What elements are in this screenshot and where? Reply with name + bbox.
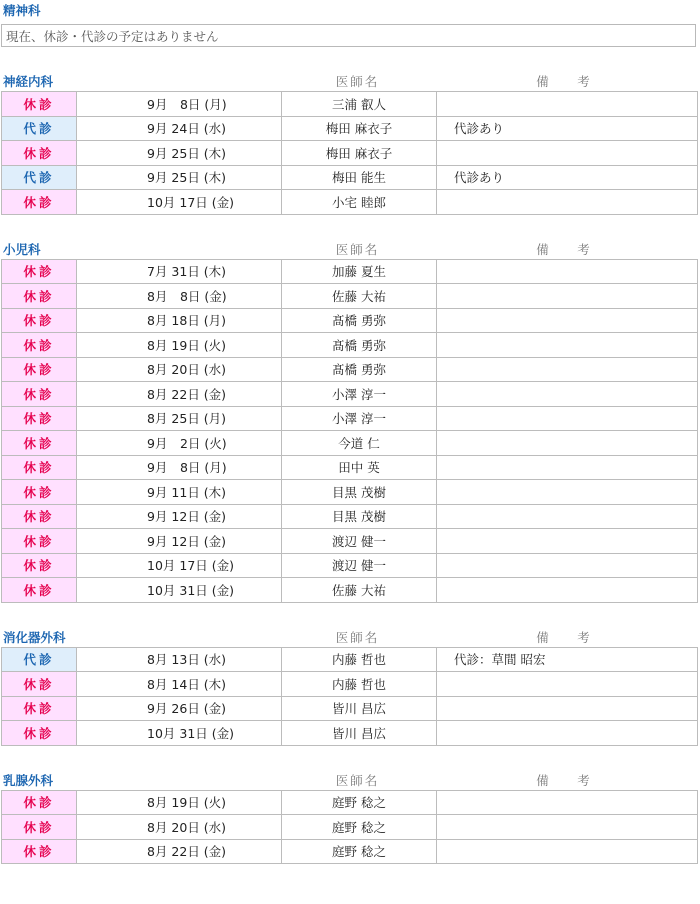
note-cell — [437, 839, 698, 864]
date-cell: 8月 22日 (金) — [77, 382, 282, 407]
note-cell — [437, 284, 698, 309]
table-row — [2, 480, 698, 505]
table-row — [2, 529, 698, 554]
table-row — [2, 504, 698, 529]
section-header — [0, 241, 700, 259]
date-cell: 9月 2日 (火) — [77, 431, 282, 456]
table-row — [2, 357, 698, 382]
note-cell — [437, 529, 698, 554]
note-cell — [437, 721, 698, 746]
doctor-cell: 梅田 麻衣子 — [282, 116, 437, 141]
table-row — [2, 165, 698, 190]
status-badge: 休診 — [2, 406, 77, 431]
dept-title-psychiatry: 精神科 — [3, 3, 41, 18]
status-badge: 休診 — [2, 578, 77, 603]
status-badge: 休診 — [2, 672, 77, 697]
date-cell: 8月 19日 (火) — [77, 790, 282, 815]
doctor-column-header: 医師名 — [335, 629, 380, 645]
schedule-table — [1, 647, 698, 746]
doctor-cell: 内藤 哲也 — [282, 647, 437, 672]
table-row — [2, 647, 698, 672]
date-cell: 9月 12日 (金) — [77, 504, 282, 529]
date-cell: 7月 31日 (木) — [77, 259, 282, 284]
doctor-cell: 田中 英 — [282, 455, 437, 480]
status-badge: 代診 — [2, 116, 77, 141]
note-cell — [437, 382, 698, 407]
note-cell — [437, 480, 698, 505]
status-badge: 代診 — [2, 165, 77, 190]
status-badge: 休診 — [2, 790, 77, 815]
date-cell: 8月 25日 (月) — [77, 406, 282, 431]
note-cell — [437, 259, 698, 284]
date-cell: 8月 8日 (金) — [77, 284, 282, 309]
status-badge: 休診 — [2, 259, 77, 284]
note-cell — [437, 815, 698, 840]
doctor-cell: 佐藤 大祐 — [282, 578, 437, 603]
date-cell: 8月 18日 (月) — [77, 308, 282, 333]
note-cell — [437, 553, 698, 578]
table-row — [2, 553, 698, 578]
table-row — [2, 190, 698, 215]
date-cell: 9月 25日 (木) — [77, 165, 282, 190]
doctor-cell: 小宅 睦郎 — [282, 190, 437, 215]
doctor-column-header: 医師名 — [335, 241, 380, 257]
doctor-cell: 渡辺 健一 — [282, 529, 437, 554]
table-row — [2, 578, 698, 603]
date-cell: 9月 12日 (金) — [77, 529, 282, 554]
status-badge: 休診 — [2, 382, 77, 407]
note-cell — [437, 357, 698, 382]
doctor-cell: 庭野 稔之 — [282, 815, 437, 840]
note-cell: 代診あり — [437, 116, 698, 141]
status-badge: 休診 — [2, 529, 77, 554]
status-badge: 休診 — [2, 815, 77, 840]
doctor-cell: 皆川 昌広 — [282, 721, 437, 746]
date-cell: 10月 17日 (金) — [77, 190, 282, 215]
date-cell: 8月 22日 (金) — [77, 839, 282, 864]
status-badge: 休診 — [2, 190, 77, 215]
note-cell: 代診：草間 昭宏 — [437, 647, 698, 672]
status-badge: 休診 — [2, 308, 77, 333]
table-row — [2, 92, 698, 117]
schedule-table — [1, 790, 698, 865]
schedule-table — [1, 259, 698, 603]
status-badge: 休診 — [2, 333, 77, 358]
table-row — [2, 333, 698, 358]
date-cell: 8月 14日 (木) — [77, 672, 282, 697]
table-row — [2, 455, 698, 480]
table-row — [2, 839, 698, 864]
table-row — [2, 406, 698, 431]
date-cell: 9月 25日 (木) — [77, 141, 282, 166]
doctor-cell: 内藤 哲也 — [282, 672, 437, 697]
dept-title: 乳腺外科 — [3, 772, 54, 788]
status-badge: 休診 — [2, 696, 77, 721]
section-header — [0, 73, 700, 91]
table-row — [2, 672, 698, 697]
date-cell: 8月 20日 (水) — [77, 357, 282, 382]
note-cell — [437, 431, 698, 456]
doctor-cell: 小澤 淳一 — [282, 406, 437, 431]
doctor-cell: 目黒 茂樹 — [282, 504, 437, 529]
note-column-header: 備 考 — [536, 629, 598, 645]
date-cell: 10月 31日 (金) — [77, 721, 282, 746]
table-row — [2, 696, 698, 721]
status-badge: 休診 — [2, 284, 77, 309]
note-column-header: 備 考 — [536, 74, 598, 89]
status-badge: 休診 — [2, 141, 77, 166]
doctor-cell: 三浦 叡人 — [282, 92, 437, 117]
doctor-cell: 髙橋 勇弥 — [282, 308, 437, 333]
status-badge: 休診 — [2, 839, 77, 864]
status-badge: 休診 — [2, 480, 77, 505]
doctor-cell: 皆川 昌広 — [282, 696, 437, 721]
note-column-header: 備 考 — [536, 772, 598, 788]
note-column-header: 備 考 — [536, 241, 598, 257]
doctor-cell: 庭野 稔之 — [282, 839, 437, 864]
status-badge: 休診 — [2, 431, 77, 456]
date-cell: 10月 17日 (金) — [77, 553, 282, 578]
note-cell — [437, 190, 698, 215]
doctor-cell: 加藤 夏生 — [282, 259, 437, 284]
no-schedule-notice: 現在、休診・代診の予定はありません — [1, 24, 696, 47]
dept-title: 消化器外科 — [3, 629, 66, 645]
note-cell: 代診あり — [437, 165, 698, 190]
status-badge: 休診 — [2, 455, 77, 480]
date-cell: 8月 13日 (水) — [77, 647, 282, 672]
status-badge: 休診 — [2, 92, 77, 117]
status-badge: 休診 — [2, 504, 77, 529]
date-cell: 10月 31日 (金) — [77, 578, 282, 603]
doctor-cell: 梅田 能生 — [282, 165, 437, 190]
note-cell — [437, 504, 698, 529]
status-badge: 代診 — [2, 647, 77, 672]
note-cell — [437, 333, 698, 358]
date-cell: 9月 11日 (木) — [77, 480, 282, 505]
note-cell — [437, 790, 698, 815]
note-cell — [437, 696, 698, 721]
doctor-column-header: 医師名 — [335, 772, 380, 788]
doctor-cell: 小澤 淳一 — [282, 382, 437, 407]
doctor-cell: 庭野 稔之 — [282, 790, 437, 815]
note-cell — [437, 141, 698, 166]
table-row — [2, 284, 698, 309]
note-cell — [437, 578, 698, 603]
note-cell — [437, 672, 698, 697]
status-badge: 休診 — [2, 721, 77, 746]
note-cell — [437, 406, 698, 431]
doctor-cell: 今道 仁 — [282, 431, 437, 456]
note-cell — [437, 92, 698, 117]
doctor-cell: 梅田 麻衣子 — [282, 141, 437, 166]
department-sections — [0, 47, 700, 864]
doctor-cell: 髙橋 勇弥 — [282, 357, 437, 382]
section-header — [0, 772, 700, 790]
table-row — [2, 790, 698, 815]
section-header — [0, 629, 700, 647]
doctor-cell: 渡辺 健一 — [282, 553, 437, 578]
table-row — [2, 116, 698, 141]
status-badge: 休診 — [2, 553, 77, 578]
table-row — [2, 431, 698, 456]
note-cell — [437, 455, 698, 480]
date-cell: 8月 19日 (火) — [77, 333, 282, 358]
table-row — [2, 815, 698, 840]
note-cell — [437, 308, 698, 333]
doctor-cell: 目黒 茂樹 — [282, 480, 437, 505]
table-row — [2, 308, 698, 333]
status-badge: 休診 — [2, 357, 77, 382]
date-cell: 8月 20日 (水) — [77, 815, 282, 840]
dept-title: 小児科 — [3, 241, 41, 257]
doctor-column-header: 医師名 — [335, 74, 380, 89]
date-cell: 9月 24日 (水) — [77, 116, 282, 141]
date-cell: 9月 8日 (月) — [77, 455, 282, 480]
date-cell: 9月 26日 (金) — [77, 696, 282, 721]
doctor-cell: 佐藤 大祐 — [282, 284, 437, 309]
dept-title: 神経内科 — [3, 74, 54, 89]
table-row — [2, 141, 698, 166]
date-cell: 9月 8日 (月) — [77, 92, 282, 117]
table-row — [2, 382, 698, 407]
doctor-cell: 髙橋 勇弥 — [282, 333, 437, 358]
schedule-table — [1, 91, 698, 215]
table-row — [2, 721, 698, 746]
table-row — [2, 259, 698, 284]
